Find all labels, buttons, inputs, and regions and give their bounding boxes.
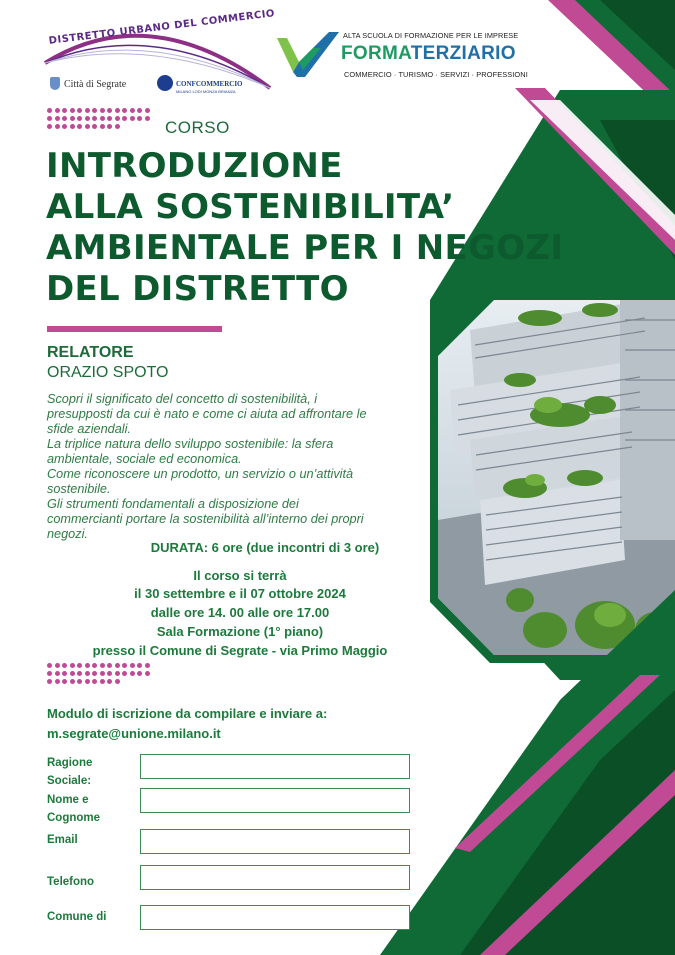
decorative-dot xyxy=(70,679,75,684)
decorative-dot xyxy=(62,671,67,676)
field-label-ragione-sociale xyxy=(47,754,92,790)
decorative-dot xyxy=(92,124,97,129)
decorative-dot xyxy=(47,671,52,676)
decorative-dot xyxy=(100,679,105,684)
field-label-line: Comune di xyxy=(47,911,107,923)
decorative-dot xyxy=(70,116,75,121)
decorative-dot xyxy=(55,663,60,668)
decorative-dot xyxy=(47,679,52,684)
course-title-line: ALLA SOSTENIBILITA’ xyxy=(46,187,455,227)
decorative-dot xyxy=(130,116,135,121)
decorative-dot xyxy=(55,679,60,684)
course-duration: DURATA: 6 ore (due incontri di 3 ore) xyxy=(150,540,380,555)
decorative-dot xyxy=(55,108,60,113)
decorative-dot xyxy=(115,108,120,113)
decorative-dots-bottom xyxy=(47,663,157,691)
decorative-dot xyxy=(92,663,97,668)
decorative-dot xyxy=(100,663,105,668)
decorative-dot xyxy=(115,679,120,684)
decorative-dot xyxy=(107,671,112,676)
decorative-dot xyxy=(145,116,150,121)
building-photo xyxy=(430,295,675,660)
school-name-part-a: FORMA xyxy=(341,43,411,64)
confcommercio-name: CONFCOMMERCIO xyxy=(176,80,243,88)
school-tagline: ALTA SCUOLA DI FORMAZIONE PER LE IMPRESE xyxy=(343,31,519,40)
decorative-dot xyxy=(77,124,82,129)
decorative-dot xyxy=(137,671,142,676)
decorative-dot xyxy=(70,108,75,113)
schedule-hours: dalle ore 14. 00 alle ore 17.00 xyxy=(150,605,330,620)
school-name xyxy=(341,43,516,65)
comune-field[interactable] xyxy=(140,905,410,930)
title-divider xyxy=(47,326,222,332)
telefono-field[interactable] xyxy=(140,865,410,890)
decorative-dot xyxy=(100,108,105,113)
field-label-nome-cognome xyxy=(47,791,100,827)
description-paragraph: La triplice natura dello sviluppo sostenibile: la sfera ambientale, sociale ed economica. xyxy=(47,437,334,466)
registration-email[interactable]: m.segrate@unione.milano.it xyxy=(47,726,221,741)
schedule-intro: Il corso si terrà xyxy=(193,568,287,583)
field-label-email xyxy=(47,831,78,849)
decorative-dot xyxy=(70,663,75,668)
decorative-dot xyxy=(92,679,97,684)
decorative-dot xyxy=(77,663,82,668)
schedule-room: Sala Formazione (1° piano) xyxy=(156,624,324,639)
decorative-dot xyxy=(55,671,60,676)
decorative-dot xyxy=(70,671,75,676)
decorative-dot xyxy=(100,116,105,121)
decorative-dot xyxy=(115,663,120,668)
description-paragraph: Come riconoscere un prodotto, un servizio o un’attività sostenibile. xyxy=(47,467,354,496)
decorative-dot xyxy=(85,671,90,676)
decorative-dot xyxy=(85,124,90,129)
decorative-dot xyxy=(145,663,150,668)
field-label-line: Nome e xyxy=(47,794,89,806)
decorative-dot xyxy=(47,124,52,129)
decorative-dots-top xyxy=(47,108,157,136)
decorative-dot xyxy=(92,671,97,676)
schedule-venue: presso il Comune di Segrate - via Primo Maggio xyxy=(92,643,388,658)
decorative-dot xyxy=(92,116,97,121)
decorative-dot xyxy=(77,116,82,121)
decorative-dot xyxy=(107,108,112,113)
decorative-dot xyxy=(122,663,127,668)
decorative-dot xyxy=(62,108,67,113)
decorative-dot xyxy=(92,108,97,113)
decorative-dot xyxy=(107,116,112,121)
formaterziario-mark-icon xyxy=(277,32,339,77)
decorative-dot xyxy=(85,663,90,668)
email-field[interactable] xyxy=(140,829,410,854)
course-title-line: AMBIENTALE PER I NEGOZI xyxy=(46,228,564,268)
decorative-dot xyxy=(137,116,142,121)
decorative-dot xyxy=(85,679,90,684)
decorative-dot xyxy=(115,124,120,129)
description-paragraph: Gli strumenti fondamentali a disposizione dei commercianti portare la sostenibilità all’interno dei propri negozi. xyxy=(47,497,364,541)
decorative-dot xyxy=(107,663,112,668)
confcommercio-icon xyxy=(157,75,173,91)
decorative-dot xyxy=(145,108,150,113)
confcommercio-sub: MILANO LODI MONZA BRIANZA xyxy=(176,89,236,94)
school-name-part-b: TERZIARIO xyxy=(410,43,516,64)
decorative-dot xyxy=(62,679,67,684)
decorative-dot xyxy=(107,124,112,129)
field-label-line: Email xyxy=(47,834,78,846)
district-logo-text: DISTRETTO URBANO DEL COMMERCIO xyxy=(48,8,276,47)
decorative-dot xyxy=(130,108,135,113)
field-label-telefono xyxy=(47,873,94,891)
decorative-dot xyxy=(145,671,150,676)
decorative-dot xyxy=(122,116,127,121)
decorative-dot xyxy=(107,679,112,684)
decorative-dot xyxy=(62,663,67,668)
decorative-dot xyxy=(122,108,127,113)
decorative-dot xyxy=(62,124,67,129)
decorative-dot xyxy=(77,108,82,113)
ragione-sociale-field[interactable] xyxy=(140,754,410,779)
schedule-dates: il 30 settembre e il 07 ottobre 2024 xyxy=(134,586,346,601)
decorative-dot xyxy=(115,116,120,121)
field-label-line: Telefono xyxy=(47,876,95,888)
decorative-dot xyxy=(62,116,67,121)
decorative-dot xyxy=(137,108,142,113)
decorative-dot xyxy=(85,108,90,113)
decorative-dot xyxy=(70,124,75,129)
speaker-heading: RELATORE xyxy=(47,344,134,361)
decorative-dot xyxy=(130,663,135,668)
registration-instructions: Modulo di iscrizione da compilare e inviare a: xyxy=(47,706,328,721)
course-title-line: INTRODUZIONE xyxy=(46,146,343,186)
decorative-dot xyxy=(137,663,142,668)
description-paragraph: Scopri il significato del concetto di sostenibilità, i presupposti da cui è nato e come ci aiuta ad affrontare le sfide aziendali. xyxy=(47,392,367,436)
nome-cognome-field[interactable] xyxy=(140,788,410,813)
speaker-name: ORAZIO SPOTO xyxy=(47,364,169,381)
decorative-dot xyxy=(85,116,90,121)
city-name: Città di Segrate xyxy=(64,79,127,90)
decorative-dot xyxy=(55,116,60,121)
course-title-line: DEL DISTRETTO xyxy=(46,269,349,309)
decorative-dot xyxy=(77,679,82,684)
field-label-line: Ragione xyxy=(47,757,93,769)
decorative-dot xyxy=(55,124,60,129)
course-description xyxy=(47,392,367,542)
decorative-dot xyxy=(122,671,127,676)
field-label-comune xyxy=(47,908,106,926)
city-crest-icon xyxy=(50,77,60,90)
field-label-line: Cognome xyxy=(47,812,101,824)
decorative-dot xyxy=(47,663,52,668)
field-label-line: Sociale: xyxy=(47,775,92,787)
decorative-dot xyxy=(100,671,105,676)
school-sectors: COMMERCIO · TURISMO · SERVIZI · PROFESSIONI xyxy=(344,70,528,79)
decorative-dot xyxy=(130,671,135,676)
decorative-dot xyxy=(47,116,52,121)
course-kicker: CORSO xyxy=(165,118,230,137)
course-title xyxy=(46,146,646,310)
decorative-dot xyxy=(47,108,52,113)
decorative-dot xyxy=(100,124,105,129)
decorative-dot xyxy=(77,671,82,676)
decorative-dot xyxy=(115,671,120,676)
